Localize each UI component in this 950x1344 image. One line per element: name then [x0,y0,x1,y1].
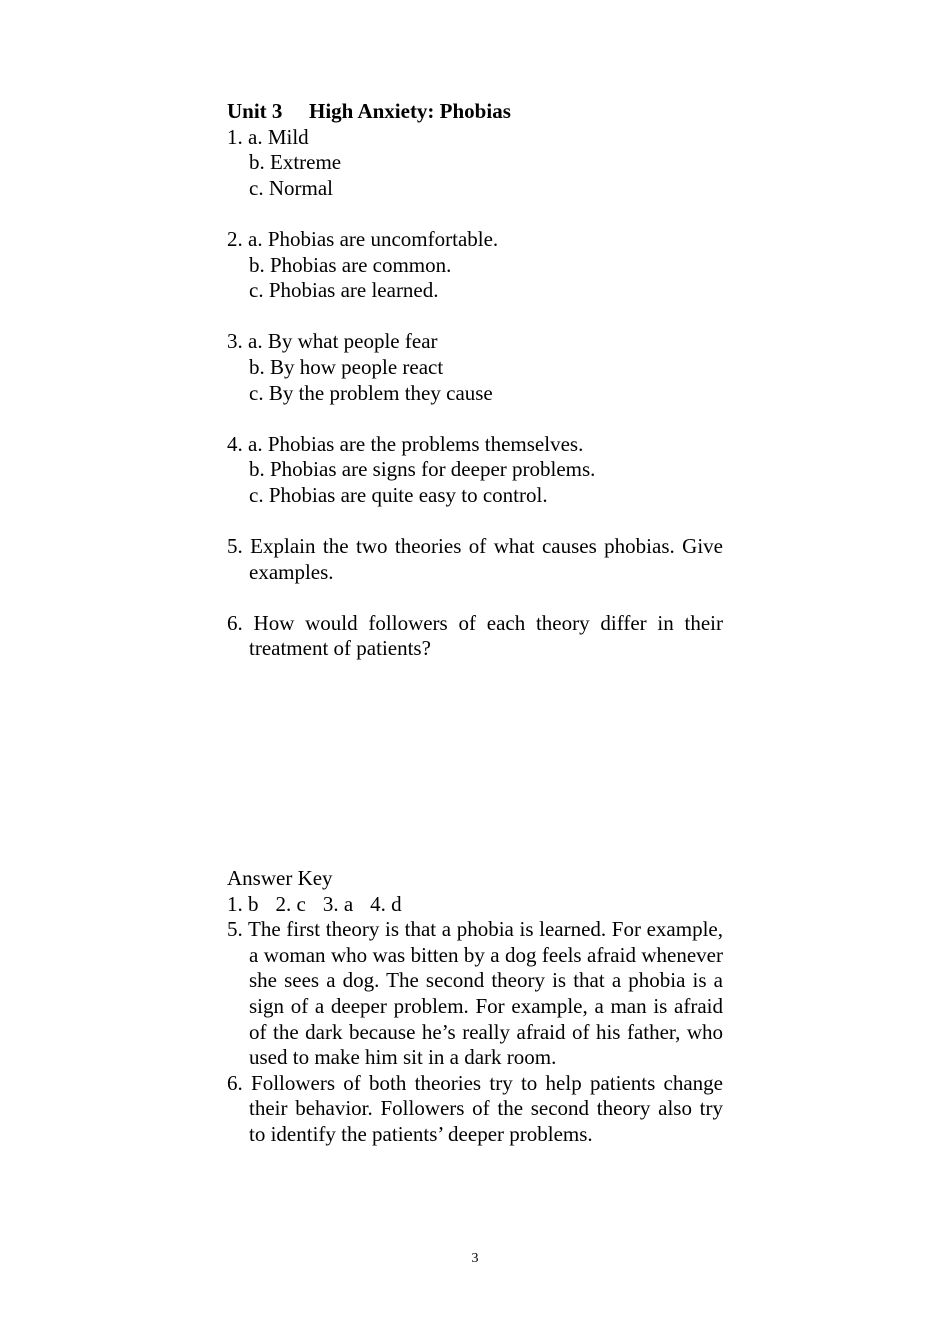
question-option: b. Phobias are signs for deeper problems. [249,457,596,482]
question-6 [227,611,723,662]
answer-5 [227,917,723,1071]
question-option: a. Phobias are uncomfortable. [248,226,499,251]
question-option: c. Phobias are quite easy to control. [249,482,548,507]
short-answer: 1. b [227,891,259,916]
question-3 [227,329,723,406]
question-option: b. By how people react [249,354,444,379]
question-option: b. Extreme [249,150,342,175]
question-number: 1. [227,124,243,149]
question-option: a. By what people fear [248,329,438,354]
question-5 [227,534,723,585]
unit-number: Unit 3 [227,99,283,123]
short-answer: 2. c [275,891,306,916]
page-title [227,99,723,125]
short-answer: 3. a [322,891,354,916]
question-number: 6. [227,610,243,635]
answer-number: 6. [227,1070,243,1095]
question-option: b. Phobias are common. [249,252,452,277]
question-1 [227,125,723,202]
answer-text: The first theory is that a phobia is learned. For example, a woman who was bitten by a dog feels afraid whenever she sees a dog. The second theory is that a phobia is a sign of a deeper problem. For example, a man is afraid of the dark because he’s really afraid of his father, who used to make him sit in a dark room. [248,917,723,1070]
short-answer: 4. d [370,891,402,916]
answer-number: 5. [227,917,243,942]
answer-key-section [227,866,723,1148]
question-text: Explain the two theories of what causes phobias. Give examples. [249,534,724,584]
answer-text: Followers of both theories try to help patients change their behavior. Followers of the second theory also try to identify the patients’ deeper problems. [249,1070,723,1146]
question-4 [227,432,723,509]
question-option: c. Phobias are learned. [249,278,439,303]
answer-6 [227,1071,723,1148]
page-number: 3 [471,1251,479,1266]
question-option: c. By the problem they cause [249,380,493,405]
answer-key-heading: Answer Key [227,866,333,890]
question-number: 3. [227,329,243,354]
question-number: 2. [227,226,243,251]
question-number: 4. [227,431,243,456]
short-answers [227,892,723,918]
question-option: a. Phobias are the problems themselves. [248,431,584,456]
question-number: 5. [227,534,243,559]
unit-title: High Anxiety: Phobias [309,99,511,123]
question-2 [227,227,723,304]
question-text: How would followers of each theory differ in their treatment of patients? [249,610,724,661]
questions-section [227,99,723,662]
question-option: a. Mild [248,124,309,149]
question-option: c. Normal [249,175,333,200]
